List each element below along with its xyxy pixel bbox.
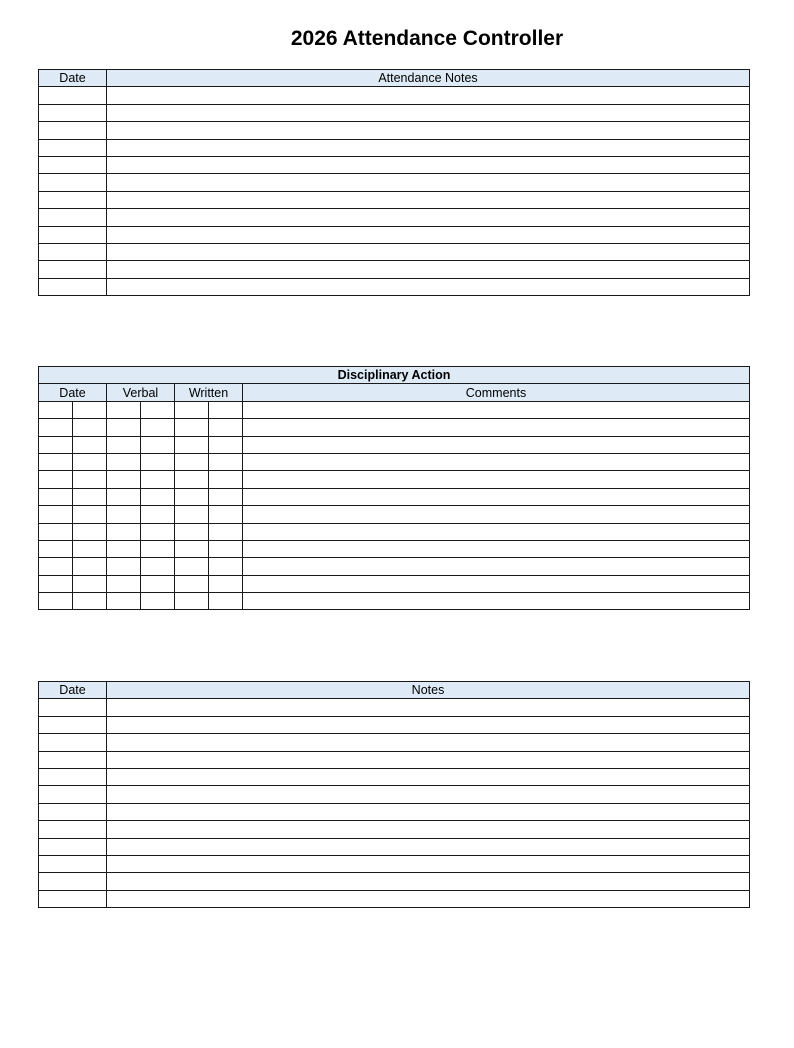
table-row [39,575,750,592]
table-row [39,768,750,785]
date-cell[interactable] [39,890,107,907]
table-row [39,401,750,418]
verbal-cell[interactable] [141,436,175,453]
table-row [39,803,750,820]
table-row [39,471,750,488]
attendance-date-header: Date [39,70,107,87]
notes-cell[interactable] [107,261,750,278]
date-cell[interactable] [39,734,107,751]
written-cell[interactable] [209,575,243,592]
date-cell[interactable] [39,436,73,453]
comments-cell[interactable] [243,593,750,610]
disciplinary-written-header: Written [175,384,243,401]
table-row [39,156,750,173]
disciplinary-date-header: Date [39,384,107,401]
notes-cell[interactable] [107,821,750,838]
date-cell[interactable] [39,838,107,855]
date-cell[interactable] [73,506,107,523]
notes-cell[interactable] [107,243,750,260]
notes-cell[interactable] [107,104,750,121]
written-cell[interactable] [209,436,243,453]
date-cell[interactable] [73,401,107,418]
date-cell[interactable] [39,873,107,890]
verbal-cell[interactable] [141,453,175,470]
table-row [39,104,750,121]
date-cell[interactable] [39,139,107,156]
written-cell[interactable] [175,436,209,453]
verbal-cell[interactable] [107,471,141,488]
comments-cell[interactable] [243,523,750,540]
written-cell[interactable] [175,540,209,557]
verbal-cell[interactable] [107,453,141,470]
notes-cell[interactable] [107,122,750,139]
date-cell[interactable] [39,243,107,260]
table-row [39,523,750,540]
date-cell[interactable] [39,122,107,139]
notes-cell[interactable] [107,890,750,907]
verbal-cell[interactable] [141,523,175,540]
date-cell[interactable] [39,716,107,733]
notes-cell[interactable] [107,278,750,295]
date-cell[interactable] [39,156,107,173]
table-row [39,436,750,453]
table-row [39,838,750,855]
notes-cell[interactable] [107,734,750,751]
date-cell[interactable] [39,401,73,418]
written-cell[interactable] [175,506,209,523]
notes-cell[interactable] [107,855,750,872]
date-cell[interactable] [39,488,73,505]
date-cell[interactable] [39,699,107,716]
disciplinary-comments-header: Comments [243,384,750,401]
date-cell[interactable] [73,488,107,505]
written-cell[interactable] [209,506,243,523]
table-row [39,278,750,295]
attendance-notes-body [39,87,750,296]
notes-header-row [39,682,750,699]
comments-cell[interactable] [243,471,750,488]
date-cell[interactable] [39,821,107,838]
verbal-cell[interactable] [141,593,175,610]
date-cell[interactable] [39,453,73,470]
date-cell[interactable] [39,803,107,820]
written-cell[interactable] [209,453,243,470]
verbal-cell[interactable] [141,506,175,523]
notes-cell[interactable] [107,156,750,173]
notes-table [38,681,750,908]
date-cell[interactable] [39,786,107,803]
written-cell[interactable] [209,488,243,505]
date-cell[interactable] [73,453,107,470]
notes-cell[interactable] [107,873,750,890]
date-cell[interactable] [39,751,107,768]
notes-notes-header: Notes [107,682,750,699]
date-cell[interactable] [39,261,107,278]
notes-cell[interactable] [107,751,750,768]
attendance-notes-table [38,69,750,296]
notes-cell[interactable] [107,803,750,820]
written-cell[interactable] [209,540,243,557]
table-row [39,786,750,803]
notes-cell[interactable] [107,699,750,716]
date-cell[interactable] [39,419,73,436]
verbal-cell[interactable] [141,540,175,557]
disciplinary-action-title: Disciplinary Action [39,367,750,384]
verbal-cell[interactable] [141,401,175,418]
attendance-notes-header: Attendance Notes [107,70,750,87]
table-row [39,226,750,243]
table-row [39,821,750,838]
notes-date-header: Date [39,682,107,699]
date-cell[interactable] [39,87,107,104]
date-cell[interactable] [39,278,107,295]
date-cell[interactable] [73,419,107,436]
written-cell[interactable] [209,401,243,418]
comments-cell[interactable] [243,506,750,523]
table-row [39,558,750,575]
written-cell[interactable] [175,488,209,505]
table-row [39,506,750,523]
verbal-cell[interactable] [107,436,141,453]
comments-cell[interactable] [243,575,750,592]
written-cell[interactable] [175,419,209,436]
comments-cell[interactable] [243,488,750,505]
verbal-cell[interactable] [107,401,141,418]
verbal-cell[interactable] [141,419,175,436]
verbal-cell[interactable] [141,471,175,488]
written-cell[interactable] [175,523,209,540]
table-row [39,593,750,610]
notes-cell[interactable] [107,87,750,104]
written-cell[interactable] [209,419,243,436]
written-cell[interactable] [175,453,209,470]
date-cell[interactable] [73,558,107,575]
table-row [39,734,750,751]
written-cell[interactable] [209,471,243,488]
table-row [39,243,750,260]
notes-body [39,699,750,908]
date-cell[interactable] [39,506,73,523]
notes-cell[interactable] [107,226,750,243]
table-row [39,419,750,436]
comments-cell[interactable] [243,540,750,557]
verbal-cell[interactable] [141,575,175,592]
comments-cell[interactable] [243,453,750,470]
verbal-cell[interactable] [107,593,141,610]
written-cell[interactable] [175,575,209,592]
date-cell[interactable] [39,104,107,121]
written-cell[interactable] [209,593,243,610]
disciplinary-action-table [38,366,750,610]
date-cell[interactable] [73,436,107,453]
date-cell[interactable] [73,540,107,557]
disciplinary-header-row [39,384,750,401]
notes-cell[interactable] [107,174,750,191]
page-title: 2026 Attendance Controller [290,27,564,50]
written-cell[interactable] [175,471,209,488]
date-cell[interactable] [39,523,73,540]
date-cell[interactable] [39,593,73,610]
notes-cell[interactable] [107,716,750,733]
date-cell[interactable] [39,209,107,226]
verbal-cell[interactable] [107,558,141,575]
verbal-cell[interactable] [107,419,141,436]
notes-cell[interactable] [107,139,750,156]
table-row [39,87,750,104]
date-cell[interactable] [73,575,107,592]
notes-cell[interactable] [107,768,750,785]
table-row [39,540,750,557]
date-cell[interactable] [39,174,107,191]
verbal-cell[interactable] [107,506,141,523]
date-cell[interactable] [73,471,107,488]
table-row [39,699,750,716]
written-cell[interactable] [175,558,209,575]
table-row [39,139,750,156]
table-row [39,890,750,907]
verbal-cell[interactable] [141,558,175,575]
table-row [39,453,750,470]
date-cell[interactable] [73,593,107,610]
table-row [39,191,750,208]
table-row [39,174,750,191]
written-cell[interactable] [175,593,209,610]
written-cell[interactable] [209,558,243,575]
notes-cell[interactable] [107,838,750,855]
table-row [39,751,750,768]
table-row [39,209,750,226]
date-cell[interactable] [39,191,107,208]
date-cell[interactable] [39,558,73,575]
comments-cell[interactable] [243,558,750,575]
comments-cell[interactable] [243,436,750,453]
written-cell[interactable] [175,401,209,418]
date-cell[interactable] [39,855,107,872]
comments-cell[interactable] [243,401,750,418]
date-cell[interactable] [39,540,73,557]
table-row [39,873,750,890]
disciplinary-verbal-header: Verbal [107,384,175,401]
written-cell[interactable] [209,523,243,540]
verbal-cell[interactable] [107,488,141,505]
notes-cell[interactable] [107,191,750,208]
verbal-cell[interactable] [107,540,141,557]
date-cell[interactable] [39,768,107,785]
verbal-cell[interactable] [107,575,141,592]
date-cell[interactable] [73,523,107,540]
verbal-cell[interactable] [107,523,141,540]
attendance-header-row [39,70,750,87]
disciplinary-action-body [39,401,750,610]
table-row [39,855,750,872]
date-cell[interactable] [39,471,73,488]
table-row [39,716,750,733]
verbal-cell[interactable] [141,488,175,505]
comments-cell[interactable] [243,419,750,436]
table-row [39,261,750,278]
date-cell[interactable] [39,575,73,592]
notes-cell[interactable] [107,209,750,226]
disciplinary-title-row [39,367,750,384]
table-row [39,488,750,505]
date-cell[interactable] [39,226,107,243]
table-row [39,122,750,139]
notes-cell[interactable] [107,786,750,803]
